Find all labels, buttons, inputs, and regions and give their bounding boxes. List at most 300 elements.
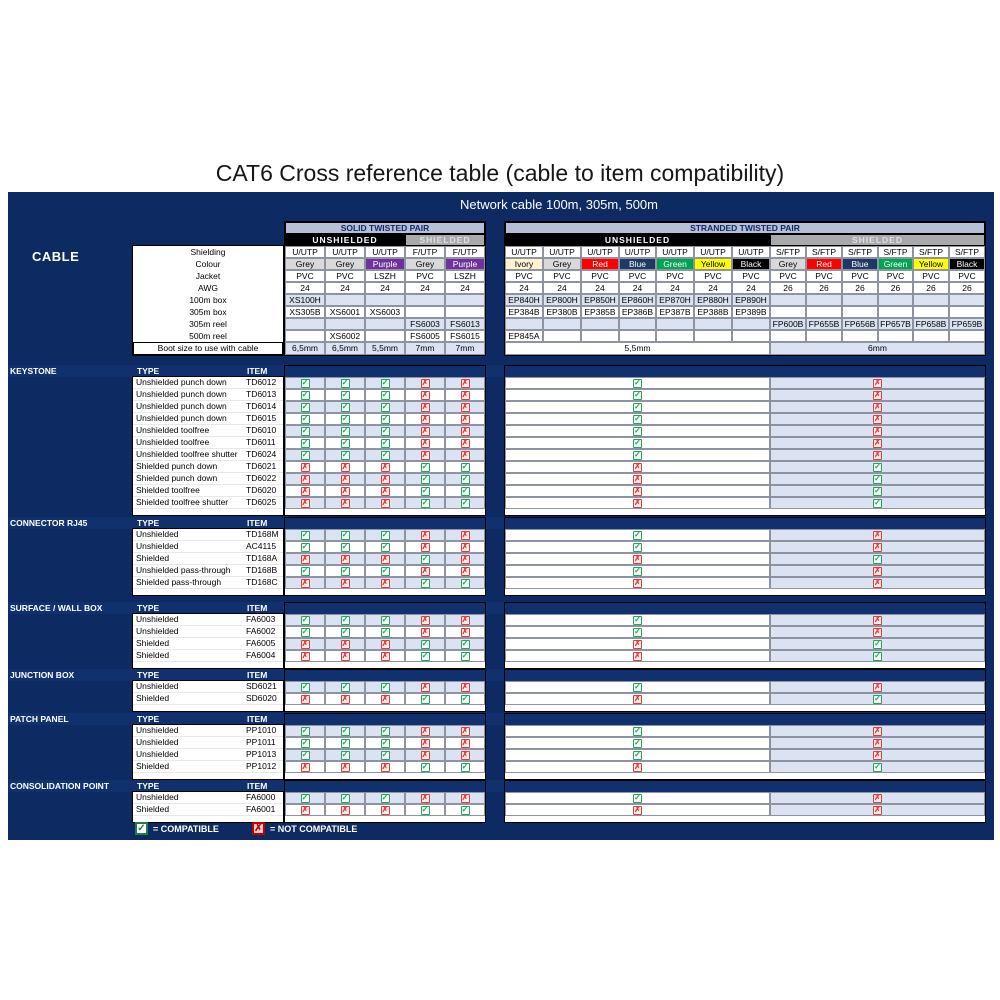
compat-cell (365, 693, 405, 705)
item-column-header: ITEM (247, 670, 268, 680)
compat-cell-merged-shielded (770, 497, 985, 509)
cable-reel305-cell (732, 318, 770, 330)
compat-cell (285, 614, 325, 626)
not-compatible-checkbox-icon: ✗ (341, 694, 349, 703)
not-compatible-checkbox-icon: ✗ (634, 639, 641, 648)
section-title: KEYSTONE (10, 366, 57, 376)
type-cell: Shielded punch down (133, 473, 243, 485)
compat-cell-merged-unshielded (505, 725, 770, 737)
compat-cell-merged-shielded (770, 693, 985, 705)
not-compatible-checkbox-icon: ✗ (874, 530, 881, 539)
compat-cell (285, 541, 325, 553)
compatible-checkbox-icon: ✓ (381, 682, 389, 691)
compat-cell-merged-unshielded (505, 389, 770, 401)
cable-reel500-cell (842, 330, 878, 342)
compat-cell-merged-shielded (770, 681, 985, 693)
cable-reel305-cell: FS6013 (445, 318, 485, 330)
compatible-checkbox-icon: ✓ (301, 450, 309, 459)
cable-awg-cell: 24 (325, 282, 365, 294)
not-compatible-checkbox-icon: ✗ (341, 651, 349, 660)
cable-box305-cell: EP387B (656, 306, 694, 318)
compat-cell (285, 389, 325, 401)
not-compatible-checkbox-icon: ✗ (874, 805, 881, 814)
type-cell: Shielded (133, 553, 243, 565)
compat-cell-merged-unshielded (505, 485, 770, 497)
boot-size-cell: 6mm (770, 342, 985, 355)
type-cell: Unshielded (133, 749, 243, 761)
boot-size-cell: 7mm (445, 342, 485, 355)
compat-cell (405, 497, 445, 509)
compat-cell-merged-unshielded (505, 626, 770, 638)
compat-cell (325, 541, 365, 553)
cable-reel305-cell: FP658B (913, 318, 949, 330)
compat-cell-merged-shielded (770, 425, 985, 437)
compatible-checkbox-icon: ✓ (634, 530, 641, 539)
compat-cell (285, 401, 325, 413)
cable-box100-cell: EP860H (619, 294, 656, 306)
compat-cell (445, 541, 485, 553)
not-compatible-checkbox-icon: ✗ (341, 474, 349, 483)
not-compatible-checkbox-icon: ✗ (874, 390, 881, 399)
cable-reel500-cell (581, 330, 619, 342)
compat-cell (365, 804, 405, 816)
not-compatible-checkbox-icon: ✗ (341, 805, 349, 814)
not-compatible-checkbox-icon: ✗ (301, 554, 309, 563)
item-cell: PP1012 (243, 761, 283, 773)
subgroup-header: UNSHIELDED (505, 234, 770, 246)
compatible-checkbox-icon: ✓ (634, 450, 641, 459)
compat-cell (405, 614, 445, 626)
compat-cell (285, 761, 325, 773)
cable-awg-cell: 24 (505, 282, 543, 294)
compat-cell-merged-unshielded (505, 681, 770, 693)
cable-box305-cell (878, 306, 913, 318)
not-compatible-checkbox-icon: ✗ (341, 498, 349, 507)
cable-jacket-cell: PVC (913, 270, 949, 282)
cable-reel500-cell (913, 330, 949, 342)
cable-reel500-cell (656, 330, 694, 342)
compatible-checkbox-icon: ✓ (634, 750, 641, 759)
compat-cell (445, 565, 485, 577)
cable-awg-cell: 24 (445, 282, 485, 294)
type-cell: Unshielded toolfree (133, 425, 243, 437)
compat-cell (285, 681, 325, 693)
type-cell: Unshielded punch down (133, 389, 243, 401)
cable-jacket-cell: PVC (325, 270, 365, 282)
compat-cell-merged-shielded (770, 553, 985, 565)
cable-box100-cell: EP890H (732, 294, 770, 306)
compatible-checkbox-icon: ✓ (874, 694, 881, 703)
compat-cell (325, 577, 365, 589)
not-compatible-checkbox-icon: ✗ (874, 426, 881, 435)
cable-awg-cell: 24 (581, 282, 619, 294)
not-compatible-checkbox-icon: ✗ (874, 726, 881, 735)
compatible-checkbox-icon: ✓ (381, 542, 389, 551)
compatible-checkbox-icon: ✓ (381, 566, 389, 575)
not-compatible-checkbox-icon: ✗ (341, 762, 349, 771)
cable-box100-cell (842, 294, 878, 306)
compatible-checkbox-icon: ✓ (341, 378, 349, 387)
item-cell: TD168A (243, 553, 283, 565)
compatible-checkbox-icon: ✓ (461, 651, 469, 660)
compatible-checkbox-icon: ✓ (634, 390, 641, 399)
item-cell: PP1010 (243, 725, 283, 737)
compat-cell-merged-unshielded (505, 497, 770, 509)
compat-cell (365, 485, 405, 497)
not-compatible-checkbox-icon: ✗ (634, 805, 641, 814)
item-cell: TD168C (243, 577, 283, 589)
cable-shielding-cell: U/UTP (619, 246, 656, 258)
blank-row (505, 773, 985, 779)
compatible-checkbox-icon: ✓ (874, 651, 881, 660)
compat-cell-merged-shielded (770, 638, 985, 650)
compat-cell (365, 461, 405, 473)
compatible-checkbox-icon: ✓ (874, 762, 881, 771)
compat-cell (405, 792, 445, 804)
cable-colour-cell: Blue (842, 258, 878, 270)
compat-cell (445, 377, 485, 389)
legend (8, 822, 994, 838)
not-compatible-checkbox-icon: ✗ (461, 542, 469, 551)
cable-awg-cell: 24 (285, 282, 325, 294)
cable-colour-cell: Green (656, 258, 694, 270)
compat-cell-merged-shielded (770, 737, 985, 749)
cable-shielding-cell: U/UTP (285, 246, 325, 258)
not-compatible-checkbox-icon: ✗ (634, 498, 641, 507)
not-compatible-checkbox-icon: ✗ (461, 738, 469, 747)
attribute-label: Jacket (133, 270, 283, 282)
compatible-checkbox-icon: ✓ (421, 554, 429, 563)
compat-cell-merged-shielded (770, 804, 985, 816)
type-cell: Unshielded (133, 626, 243, 638)
not-compatible-checkbox-icon: ✗ (461, 793, 469, 802)
attribute-label: AWG (133, 282, 283, 294)
cable-box100-cell (365, 294, 405, 306)
cable-box100-cell (445, 294, 485, 306)
attribute-label: 500m reel (133, 330, 283, 342)
not-compatible-checkbox-icon: ✗ (874, 414, 881, 423)
compat-cell (405, 485, 445, 497)
cable-box305-cell: EP385B (581, 306, 619, 318)
compatible-checkbox-icon: ✓ (634, 793, 641, 802)
cable-jacket-cell: PVC (619, 270, 656, 282)
item-column-header: ITEM (247, 366, 268, 376)
cable-shielding-cell: S/FTP (806, 246, 842, 258)
cable-reel500-cell (806, 330, 842, 342)
compat-cell (325, 437, 365, 449)
compat-cell-merged-shielded (770, 725, 985, 737)
compat-cell (285, 577, 325, 589)
cable-shielding-cell: U/UTP (325, 246, 365, 258)
compatible-checkbox-icon: ✓ (421, 651, 429, 660)
cable-box100-cell: EP880H (694, 294, 732, 306)
compat-cell (405, 529, 445, 541)
cable-awg-cell: 26 (878, 282, 913, 294)
blank-row (505, 705, 985, 711)
compat-cell (445, 401, 485, 413)
compatible-checkbox-icon: ✓ (381, 438, 389, 447)
not-compatible-checkbox-icon: ✗ (252, 822, 265, 835)
compat-cell (365, 449, 405, 461)
not-compatible-checkbox-icon: ✗ (634, 486, 641, 495)
not-compatible-checkbox-icon: ✗ (461, 530, 469, 539)
cable-colour-cell: Green (878, 258, 913, 270)
not-compatible-checkbox-icon: ✗ (301, 694, 309, 703)
boot-size-label: Boot size to use with cable (133, 342, 283, 355)
not-compatible-checkbox-icon: ✗ (381, 498, 389, 507)
not-compatible-checkbox-icon: ✗ (874, 682, 881, 691)
compat-cell (445, 650, 485, 662)
item-cell: FA6001 (243, 804, 283, 816)
cable-reel500-cell (732, 330, 770, 342)
compatible-checkbox-icon: ✓ (381, 726, 389, 735)
compatible-checkbox-icon: ✓ (341, 615, 349, 624)
compat-cell-merged-unshielded (505, 565, 770, 577)
cable-jacket-cell: PVC (949, 270, 985, 282)
section-title: CONSOLIDATION POINT (10, 781, 110, 791)
not-compatible-checkbox-icon: ✗ (421, 793, 429, 802)
not-compatible-checkbox-icon: ✗ (381, 762, 389, 771)
cable-awg-cell: 26 (913, 282, 949, 294)
compat-cell (445, 413, 485, 425)
not-compatible-checkbox-icon: ✗ (634, 578, 641, 587)
compatible-checkbox-icon: ✓ (301, 402, 309, 411)
cable-awg-cell: 24 (619, 282, 656, 294)
not-compatible-checkbox-icon: ✗ (301, 805, 309, 814)
item-cell: TD6011 (243, 437, 283, 449)
compat-cell (285, 461, 325, 473)
compat-cell (285, 792, 325, 804)
cable-awg-cell: 24 (365, 282, 405, 294)
compatible-checkbox-icon: ✓ (301, 378, 309, 387)
not-compatible-checkbox-icon: ✗ (421, 414, 429, 423)
blank-row (133, 662, 485, 668)
compat-cell-merged-shielded (770, 485, 985, 497)
compat-cell (445, 681, 485, 693)
compat-cell (405, 650, 445, 662)
compatible-checkbox-icon: ✓ (341, 793, 349, 802)
compatible-checkbox-icon: ✓ (421, 486, 429, 495)
compat-cell (325, 461, 365, 473)
cable-reel305-cell: FS6003 (405, 318, 445, 330)
type-column-header: TYPE (137, 518, 160, 528)
not-compatible-checkbox-icon: ✗ (461, 682, 469, 691)
cable-colour-cell: Grey (325, 258, 365, 270)
compat-cell (405, 389, 445, 401)
compat-cell (325, 614, 365, 626)
compat-cell-merged-unshielded (505, 461, 770, 473)
type-cell: Shielded toolfree shutter (133, 497, 243, 509)
compat-cell-merged-shielded (770, 473, 985, 485)
compatible-checkbox-icon: ✓ (634, 566, 641, 575)
compat-cell-merged-unshielded (505, 638, 770, 650)
compat-cell (325, 473, 365, 485)
compatible-checkbox-icon: ✓ (381, 390, 389, 399)
compat-cell (365, 425, 405, 437)
compat-cell-merged-unshielded (505, 804, 770, 816)
item-cell: TD6010 (243, 425, 283, 437)
not-compatible-checkbox-icon: ✗ (381, 578, 389, 587)
group-header: STRANDED TWISTED PAIR (505, 222, 985, 234)
compatible-checkbox-icon: ✓ (634, 378, 641, 387)
compat-cell (365, 497, 405, 509)
compat-cell-merged-unshielded (505, 529, 770, 541)
boot-size-cell: 6,5mm (325, 342, 365, 355)
item-cell: TD6013 (243, 389, 283, 401)
compatible-checkbox-icon: ✓ (301, 426, 309, 435)
cable-jacket-cell: PVC (842, 270, 878, 282)
compat-cell (405, 681, 445, 693)
cable-box305-cell (949, 306, 985, 318)
cable-shielding-cell: S/FTP (842, 246, 878, 258)
cable-reel500-cell (770, 330, 806, 342)
type-column-header: TYPE (137, 603, 160, 613)
compat-cell-merged-unshielded (505, 614, 770, 626)
item-column-header: ITEM (247, 714, 268, 724)
cable-section-label: CABLE (32, 249, 80, 264)
compat-cell (405, 749, 445, 761)
compatible-checkbox-icon: ✓ (461, 762, 469, 771)
cable-box305-cell (842, 306, 878, 318)
compatible-checkbox-icon: ✓ (381, 426, 389, 435)
cable-reel500-cell (878, 330, 913, 342)
compatible-checkbox-icon: ✓ (301, 738, 309, 747)
not-compatible-checkbox-icon: ✗ (461, 438, 469, 447)
attribute-label: Shielding (133, 246, 283, 258)
not-compatible-checkbox-icon: ✗ (874, 627, 881, 636)
compatible-checkbox-icon: ✓ (301, 726, 309, 735)
compat-cell (405, 437, 445, 449)
cable-reel305-cell (543, 318, 581, 330)
cable-shielding-cell: U/UTP (365, 246, 405, 258)
compat-cell (365, 650, 405, 662)
compat-cell (405, 626, 445, 638)
cable-reel305-cell: FP600B (770, 318, 806, 330)
not-compatible-checkbox-icon: ✗ (461, 750, 469, 759)
compat-cell (405, 401, 445, 413)
cable-colour-cell: Black (732, 258, 770, 270)
legend-not-compatible-label: = NOT COMPATIBLE (270, 823, 358, 834)
compatible-checkbox-icon: ✓ (301, 750, 309, 759)
compat-cell (325, 401, 365, 413)
blank-row (133, 509, 485, 515)
cable-box305-cell: EP388B (694, 306, 732, 318)
cable-box305-cell (405, 306, 445, 318)
compatible-checkbox-icon: ✓ (381, 414, 389, 423)
compat-cell (365, 749, 405, 761)
compat-cell-merged-shielded (770, 650, 985, 662)
cross-reference-grid (8, 192, 994, 840)
cable-box305-cell: XS6001 (325, 306, 365, 318)
compatible-checkbox-icon: ✓ (634, 438, 641, 447)
compat-cell (405, 565, 445, 577)
compat-cell-merged-shielded (770, 449, 985, 461)
boot-size-cell: 7mm (405, 342, 445, 355)
compat-cell (365, 761, 405, 773)
not-compatible-checkbox-icon: ✗ (421, 378, 429, 387)
not-compatible-checkbox-icon: ✗ (341, 639, 349, 648)
not-compatible-checkbox-icon: ✗ (461, 378, 469, 387)
cable-box305-cell: EP380B (543, 306, 581, 318)
item-cell: FA6005 (243, 638, 283, 650)
not-compatible-checkbox-icon: ✗ (301, 578, 309, 587)
not-compatible-checkbox-icon: ✗ (301, 762, 309, 771)
cable-jacket-cell: LSZH (445, 270, 485, 282)
compat-cell (285, 553, 325, 565)
cable-awg-cell: 24 (543, 282, 581, 294)
not-compatible-checkbox-icon: ✗ (634, 474, 641, 483)
compatible-checkbox-icon: ✓ (634, 615, 641, 624)
compat-cell (325, 565, 365, 577)
cable-colour-cell: Black (949, 258, 985, 270)
compatible-checkbox-icon: ✓ (874, 498, 881, 507)
not-compatible-checkbox-icon: ✗ (341, 578, 349, 587)
compat-cell (285, 473, 325, 485)
compatible-checkbox-icon: ✓ (421, 578, 429, 587)
cable-reel500-cell (619, 330, 656, 342)
compat-cell-merged-shielded (770, 614, 985, 626)
compatible-checkbox-icon: ✓ (341, 726, 349, 735)
compat-cell (285, 693, 325, 705)
not-compatible-checkbox-icon: ✗ (381, 462, 389, 471)
cable-reel500-cell: FS6015 (445, 330, 485, 342)
compat-cell (325, 737, 365, 749)
attribute-label: 305m reel (133, 318, 283, 330)
subgroup-header: UNSHIELDED (285, 234, 405, 246)
compat-cell (325, 449, 365, 461)
not-compatible-checkbox-icon: ✗ (301, 474, 309, 483)
cable-box305-cell (445, 306, 485, 318)
compatible-checkbox-icon: ✓ (874, 554, 881, 563)
cable-reel305-cell: FP657B (878, 318, 913, 330)
compat-cell (445, 749, 485, 761)
compatible-checkbox-icon: ✓ (634, 542, 641, 551)
compat-cell-merged-unshielded (505, 449, 770, 461)
not-compatible-checkbox-icon: ✗ (301, 462, 309, 471)
not-compatible-checkbox-icon: ✗ (634, 694, 641, 703)
blank-row (505, 509, 985, 515)
compat-cell (365, 792, 405, 804)
type-cell: Shielded (133, 761, 243, 773)
cable-jacket-cell: PVC (878, 270, 913, 282)
cable-reel305-cell: FP656B (842, 318, 878, 330)
cable-awg-cell: 24 (656, 282, 694, 294)
compatible-checkbox-icon: ✓ (461, 578, 469, 587)
cable-reel500-cell (285, 330, 325, 342)
compatible-checkbox-icon: ✓ (421, 805, 429, 814)
compatible-checkbox-icon: ✓ (634, 627, 641, 636)
item-cell: SD6020 (243, 693, 283, 705)
not-compatible-checkbox-icon: ✗ (381, 639, 389, 648)
type-cell: Unshielded punch down (133, 377, 243, 389)
not-compatible-checkbox-icon: ✗ (381, 474, 389, 483)
not-compatible-checkbox-icon: ✗ (421, 390, 429, 399)
not-compatible-checkbox-icon: ✗ (421, 426, 429, 435)
compat-cell-merged-unshielded (505, 425, 770, 437)
cable-reel305-cell (325, 318, 365, 330)
compatible-checkbox-icon: ✓ (461, 694, 469, 703)
compatible-checkbox-icon: ✓ (461, 462, 469, 471)
cable-reel500-cell (949, 330, 985, 342)
compatible-checkbox-icon: ✓ (874, 462, 881, 471)
not-compatible-checkbox-icon: ✗ (874, 750, 881, 759)
compatible-checkbox-icon: ✓ (301, 682, 309, 691)
compatible-checkbox-icon: ✓ (421, 639, 429, 648)
cable-awg-cell: 26 (949, 282, 985, 294)
compatible-checkbox-icon: ✓ (634, 738, 641, 747)
cable-colour-cell: Yellow (913, 258, 949, 270)
type-cell: Unshielded (133, 725, 243, 737)
